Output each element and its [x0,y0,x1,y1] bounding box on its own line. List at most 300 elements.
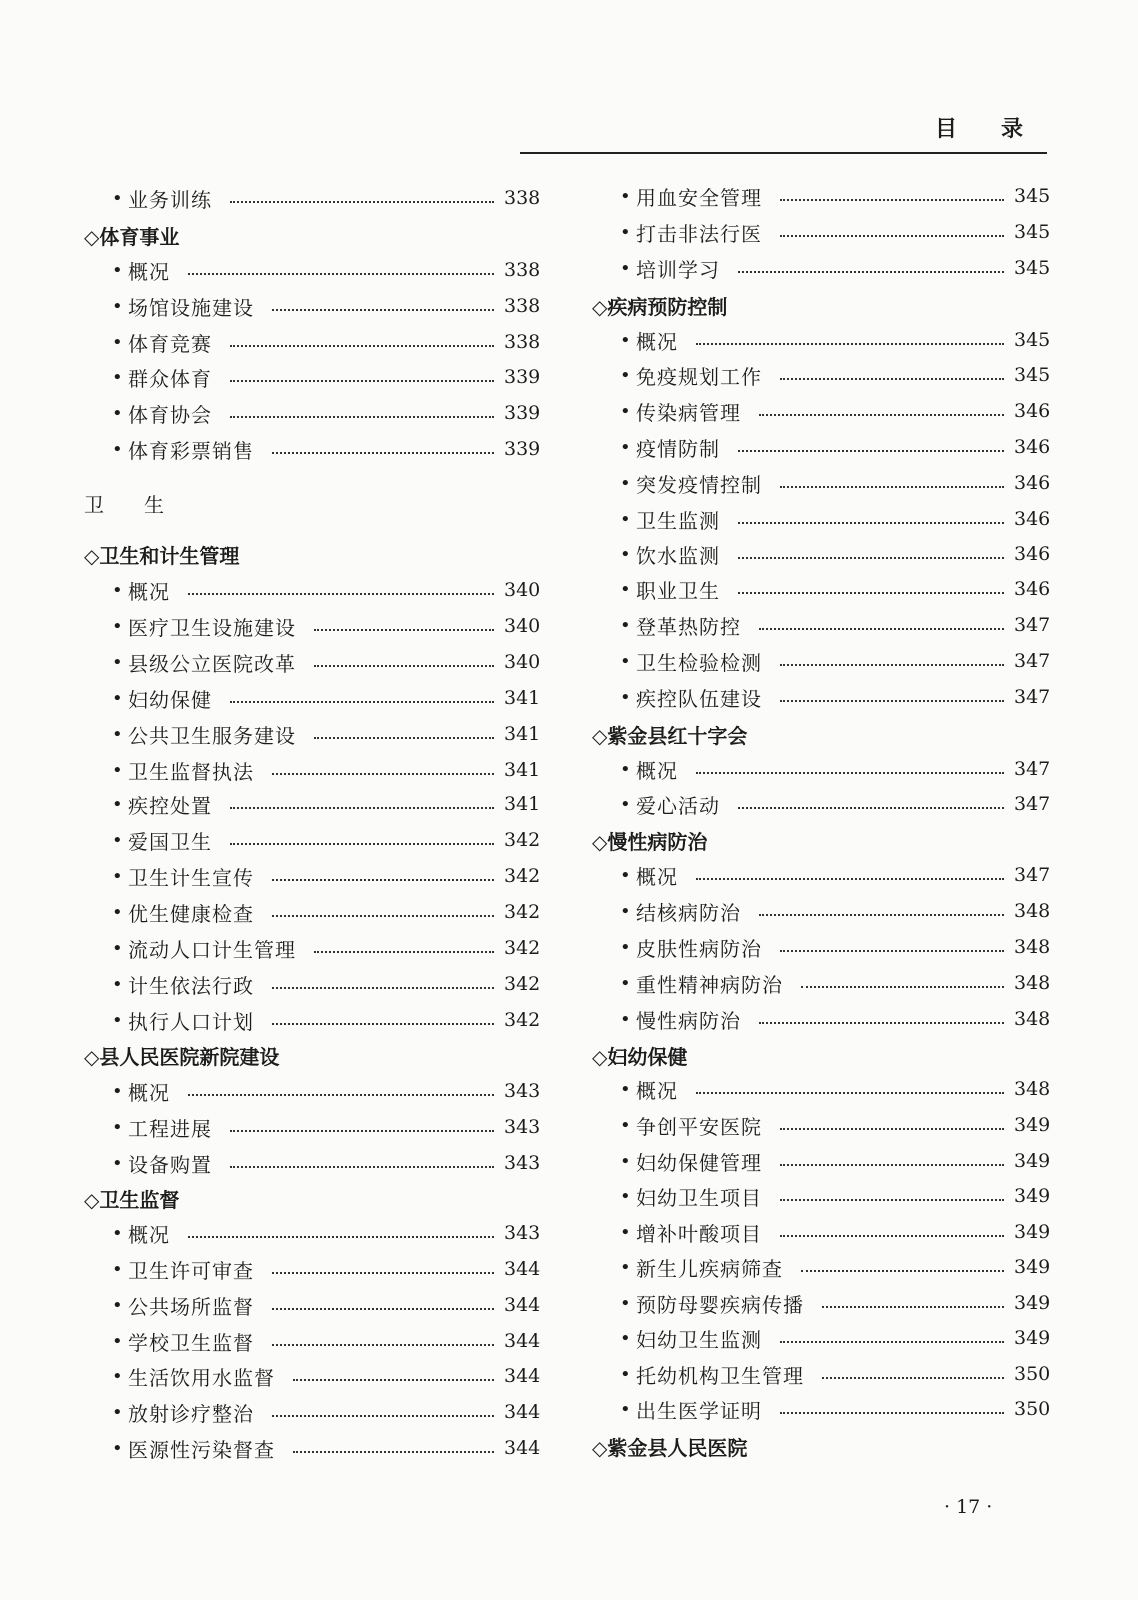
bullet-icon: • [112,1116,123,1138]
toc-entry-label: 公共场所监督 [128,1294,254,1319]
toc-entry-page: 344 [504,1258,541,1280]
toc-entry [84,328,540,356]
bullet-icon: • [112,1152,123,1174]
toc-section-heading: ◇卫生监督 [84,1187,180,1212]
bullet-icon: • [620,758,631,780]
dot-leader [314,737,494,739]
dot-leader [272,452,494,454]
toc-entry-page: 349 [1014,1221,1051,1243]
toc-entry-page: 347 [1014,864,1051,886]
dot-leader [272,915,494,917]
dot-leader [780,950,1004,952]
toc-entry-label: 公共卫生服务建设 [128,723,296,748]
toc-entry-label: 县级公立医院改革 [128,651,296,676]
toc-entry-page: 349 [1014,1292,1051,1314]
toc-entry [592,861,1050,889]
dot-leader [780,1235,1004,1237]
dot-leader [780,1128,1004,1130]
dot-leader [738,450,1004,452]
bullet-icon: • [112,687,123,709]
toc-entry [84,1291,540,1319]
bullet-icon: • [112,973,123,995]
toc-entry-page: 342 [504,937,541,959]
toc-entry-label: 体育协会 [128,402,212,427]
toc-entry-label: 皮肤性病防治 [636,936,762,961]
toc-entry [84,1149,540,1177]
dot-leader [738,592,1004,594]
dot-leader [780,199,1004,201]
dot-leader [780,700,1004,702]
toc-entry-page: 346 [1014,436,1051,458]
toc-entry-page: 350 [1014,1398,1051,1420]
bullet-icon: • [620,1078,631,1100]
bullet-icon: • [620,1292,631,1314]
dot-leader [230,345,494,347]
toc-entry-page: 343 [504,1222,541,1244]
toc-entry-label: 概况 [128,1080,170,1105]
toc-entry [592,647,1050,675]
toc-entry-page: 339 [504,402,541,424]
toc-entry [84,292,540,320]
toc-entry-label: 职业卫生 [636,578,720,603]
toc-entry-label: 托幼机构卫生管理 [636,1363,804,1388]
dot-leader [738,557,1004,559]
toc-entry-page: 347 [1014,758,1051,780]
toc-entry-label: 登革热防控 [636,614,741,639]
toc-entry-page: 342 [504,1009,541,1031]
toc-entry-page: 342 [504,973,541,995]
toc-part-heading: 卫生 [84,492,204,517]
bullet-icon: • [112,901,123,923]
toc-entry-label: 概况 [636,864,678,889]
toc-entry-page: 341 [504,723,541,745]
toc-entry-page: 346 [1014,543,1051,565]
bullet-icon: • [620,1150,631,1172]
toc-entry [592,326,1050,354]
toc-entry [592,933,1050,961]
dot-leader [759,914,1004,916]
dot-leader [780,1199,1004,1201]
toc-entry-label: 医源性污染督查 [128,1437,275,1462]
bullet-icon: • [620,185,631,207]
toc-entry-page: 348 [1014,900,1051,922]
toc-entry-page: 345 [1014,221,1051,243]
toc-entry [84,684,540,712]
toc-entry-label: 疫情防制 [636,436,720,461]
dot-leader [314,629,494,631]
dot-leader [230,843,494,845]
toc-entry-label: 计生依法行政 [128,973,254,998]
toc-entry-page: 341 [504,793,541,815]
toc-entry [592,1289,1050,1317]
dot-leader [188,1236,494,1238]
toc-entry-label: 卫生计生宣传 [128,865,254,890]
toc-entry [592,182,1050,210]
toc-entry-label: 生活饮用水监督 [128,1365,275,1390]
dot-leader [230,1130,494,1132]
toc-entry-label: 妇幼保健 [128,687,212,712]
toc-entry-page: 348 [1014,972,1051,994]
toc-entry [592,1075,1050,1103]
toc-entry-page: 340 [504,579,541,601]
dot-leader [272,1308,494,1310]
bullet-icon: • [620,1114,631,1136]
toc-entry-page: 343 [504,1152,541,1174]
bullet-icon: • [620,472,631,494]
dot-leader [272,987,494,989]
toc-entry-label: 体育彩票销售 [128,438,254,463]
dot-leader [759,628,1004,630]
toc-entry-label: 传染病管理 [636,400,741,425]
toc-entry [84,1362,540,1390]
dot-leader [696,772,1004,774]
toc-entry-page: 345 [1014,364,1051,386]
toc-entry-label: 放射诊疗整治 [128,1401,254,1426]
toc-entry-page: 340 [504,615,541,637]
bullet-icon: • [620,936,631,958]
toc-entry-label: 结核病防治 [636,900,741,925]
toc-entry-page: 339 [504,366,541,388]
toc-section-heading: ◇慢性病防治 [592,829,708,854]
toc-entry [592,1182,1050,1210]
toc-entry-label: 疾控处置 [128,793,212,818]
dot-leader [188,273,494,275]
dot-leader [822,1377,1004,1379]
toc-entry-label: 突发疫情控制 [636,472,762,497]
toc-section-heading: ◇疾病预防控制 [592,294,728,319]
dot-leader [293,1451,494,1453]
toc-entry [84,790,540,818]
toc-entry [84,184,540,212]
toc-entry [592,755,1050,783]
toc-entry-label: 预防母婴疾病传播 [636,1292,804,1317]
toc-entry-label: 体育竞赛 [128,331,212,356]
toc-entry [592,469,1050,497]
bullet-icon: • [112,331,123,353]
toc-entry-label: 出生医学证明 [636,1398,762,1423]
dot-leader [696,343,1004,345]
bullet-icon: • [620,900,631,922]
toc-entry-label: 妇幼保健管理 [636,1150,762,1175]
bullet-icon: • [620,543,631,565]
toc-entry-label: 打击非法行医 [636,221,762,246]
dot-leader [230,1166,494,1168]
toc-entry-label: 概况 [128,259,170,284]
toc-section-heading: ◇县人民医院新院建设 [84,1044,280,1069]
toc-entry-label: 流动人口计生管理 [128,937,296,962]
toc-entry-page: 349 [1014,1185,1051,1207]
toc-entry-label: 卫生检验检测 [636,650,762,675]
bullet-icon: • [620,1398,631,1420]
toc-entry-page: 348 [1014,936,1051,958]
bullet-icon: • [620,972,631,994]
bullet-icon: • [112,438,123,460]
toc-entry [84,399,540,427]
toc-entry-page: 345 [1014,329,1051,351]
toc-entry-page: 340 [504,651,541,673]
toc-entry-label: 妇幼卫生项目 [636,1185,762,1210]
dot-leader [230,807,494,809]
toc-entry-label: 概况 [636,1078,678,1103]
bullet-icon: • [620,364,631,386]
dot-leader [188,593,494,595]
toc-entry-label: 设备购置 [128,1152,212,1177]
toc-entry [84,898,540,926]
bullet-icon: • [112,1080,123,1102]
toc-entry [84,1434,540,1462]
toc-entry-label: 培训学习 [636,257,720,282]
dot-leader [801,986,1004,988]
toc-entry [84,1006,540,1034]
dot-leader [801,1270,1004,1272]
toc-entry-label: 疾控队伍建设 [636,686,762,711]
dot-leader [696,1092,1004,1094]
toc-entry [592,897,1050,925]
toc-entry-page: 344 [504,1437,541,1459]
toc-entry [84,256,540,284]
bullet-icon: • [112,1258,123,1280]
toc-entry-label: 妇幼卫生监测 [636,1327,762,1352]
toc-entry [592,397,1050,425]
toc-entry-page: 346 [1014,508,1051,530]
dot-leader [759,1022,1004,1024]
toc-entry-page: 342 [504,901,541,923]
bullet-icon: • [112,651,123,673]
bullet-icon: • [620,864,631,886]
toc-entry-label: 执行人口计划 [128,1009,254,1034]
toc-entry [592,683,1050,711]
toc-entry-label: 卫生监督执法 [128,759,254,784]
toc-entry-label: 争创平安医院 [636,1114,762,1139]
toc-entry-page: 343 [504,1080,541,1102]
toc-entry-page: 344 [504,1330,541,1352]
dot-leader [272,1344,494,1346]
bullet-icon: • [112,187,123,209]
toc-section-heading: ◇紫金县人民医院 [592,1435,748,1460]
toc-entry [84,934,540,962]
dot-leader [272,879,494,881]
toc-entry [592,1360,1050,1388]
bullet-icon: • [112,1294,123,1316]
toc-entry-label: 免疫规划工作 [636,364,762,389]
toc-entry-label: 学校卫生监督 [128,1330,254,1355]
bullet-icon: • [112,259,123,281]
dot-leader [272,1023,494,1025]
toc-entry [84,612,540,640]
toc-section-heading: ◇紫金县红十字会 [592,723,748,748]
toc-entry-label: 爱心活动 [636,793,720,818]
toc-entry-label: 工程进展 [128,1116,212,1141]
toc-entry [592,1324,1050,1352]
toc-entry [592,218,1050,246]
toc-entry-label: 饮水监测 [636,543,720,568]
bullet-icon: • [620,329,631,351]
bullet-icon: • [620,1327,631,1349]
bullet-icon: • [112,759,123,781]
toc-entry-page: 350 [1014,1363,1051,1385]
toc-entry [84,363,540,391]
toc-entry [592,611,1050,639]
toc-entry-label: 优生健康检查 [128,901,254,926]
dot-leader [272,1272,494,1274]
dot-leader [822,1306,1004,1308]
bullet-icon: • [620,221,631,243]
dot-leader [780,486,1004,488]
dot-leader [696,878,1004,880]
toc-entry [84,1219,540,1247]
toc-entry [592,1218,1050,1246]
dot-leader [272,773,494,775]
dot-leader [272,1415,494,1417]
toc-entry-label: 场馆设施建设 [128,295,254,320]
toc-entry-label: 医疗卫生设施建设 [128,615,296,640]
toc-entry [84,1255,540,1283]
bullet-icon: • [112,829,123,851]
bullet-icon: • [620,793,631,815]
toc-entry-page: 342 [504,865,541,887]
toc-entry [592,540,1050,568]
dot-leader [780,1341,1004,1343]
toc-entry [84,1077,540,1105]
toc-entry [84,826,540,854]
bullet-icon: • [112,615,123,637]
dot-leader [780,1164,1004,1166]
toc-entry-page: 341 [504,759,541,781]
bullet-icon: • [620,578,631,600]
toc-entry-page: 338 [504,295,541,317]
bullet-icon: • [620,686,631,708]
toc-entry-page: 342 [504,829,541,851]
toc-entry [84,576,540,604]
toc-entry-page: 344 [504,1401,541,1423]
bullet-icon: • [112,793,123,815]
bullet-icon: • [112,295,123,317]
toc-entry [592,1147,1050,1175]
dot-leader [230,416,494,418]
toc-entry-page: 349 [1014,1256,1051,1278]
toc-entry-label: 概况 [128,579,170,604]
bullet-icon: • [620,1363,631,1385]
toc-entry [592,254,1050,282]
toc-entry-page: 344 [504,1294,541,1316]
bullet-icon: • [112,579,123,601]
toc-entry-page: 348 [1014,1008,1051,1030]
bullet-icon: • [620,1221,631,1243]
toc-entry-page: 347 [1014,686,1051,708]
bullet-icon: • [620,1256,631,1278]
dot-leader [230,201,494,203]
dot-leader [738,807,1004,809]
toc-entry-page: 338 [504,331,541,353]
toc-entry [84,720,540,748]
toc-entry-page: 344 [504,1365,541,1387]
dot-leader [780,235,1004,237]
bullet-icon: • [112,366,123,388]
bullet-icon: • [112,1330,123,1352]
toc-entry [84,970,540,998]
toc-entry-label: 增补叶酸项目 [636,1221,762,1246]
bullet-icon: • [620,650,631,672]
toc-entry-label: 业务训练 [128,187,212,212]
toc-entry [84,1398,540,1426]
toc-entry [592,1395,1050,1423]
dot-leader [780,1412,1004,1414]
toc-entry-page: 348 [1014,1078,1051,1100]
toc-entry-page: 339 [504,438,541,460]
toc-entry-page: 347 [1014,650,1051,672]
toc-section-heading: ◇妇幼保健 [592,1044,688,1069]
toc-entry [592,790,1050,818]
toc-entry-label: 概况 [636,758,678,783]
bullet-icon: • [112,723,123,745]
toc-section-heading: ◇体育事业 [84,224,180,249]
page-number: · 17 · [944,1496,993,1518]
toc-entry [592,969,1050,997]
bullet-icon: • [620,508,631,530]
dot-leader [314,951,494,953]
toc-entry-label: 概况 [128,1222,170,1247]
toc-entry-page: 349 [1014,1114,1051,1136]
bullet-icon: • [112,865,123,887]
toc-entry-label: 群众体育 [128,366,212,391]
bullet-icon: • [112,402,123,424]
bullet-icon: • [620,400,631,422]
toc-entry [84,862,540,890]
dot-leader [759,414,1004,416]
bullet-icon: • [112,1437,123,1459]
toc-entry-label: 新生儿疾病筛查 [636,1256,783,1281]
bullet-icon: • [112,1401,123,1423]
bullet-icon: • [112,1009,123,1031]
toc-entry-page: 341 [504,687,541,709]
toc-entry-page: 338 [504,187,541,209]
dot-leader [314,665,494,667]
bullet-icon: • [620,257,631,279]
toc-entry [84,1327,540,1355]
toc-entry-label: 用血安全管理 [636,185,762,210]
toc-entry-label: 卫生许可审查 [128,1258,254,1283]
toc-entry [592,433,1050,461]
toc-entry-page: 346 [1014,578,1051,600]
toc-entry-page: 345 [1014,185,1051,207]
header-rule [520,152,1047,154]
dot-leader [230,701,494,703]
bullet-icon: • [112,937,123,959]
toc-entry [592,1111,1050,1139]
toc-entry-page: 347 [1014,793,1051,815]
running-header-title: 目录 [935,116,1068,142]
bullet-icon: • [620,1008,631,1030]
toc-entry-label: 慢性病防治 [636,1008,741,1033]
toc-entry-label: 爱国卫生 [128,829,212,854]
toc-entry-page: 346 [1014,400,1051,422]
toc-entry-page: 343 [504,1116,541,1138]
toc-entry-label: 概况 [636,329,678,354]
toc-entry-label: 重性精神病防治 [636,972,783,997]
bullet-icon: • [620,1185,631,1207]
toc-entry [592,575,1050,603]
toc-entry [592,1005,1050,1033]
bullet-icon: • [620,614,631,636]
dot-leader [738,271,1004,273]
dot-leader [230,380,494,382]
bullet-icon: • [112,1222,123,1244]
bullet-icon: • [112,1365,123,1387]
toc-entry [84,1113,540,1141]
toc-entry-label: 卫生监测 [636,508,720,533]
toc-entry-page: 345 [1014,257,1051,279]
toc-entry [84,648,540,676]
